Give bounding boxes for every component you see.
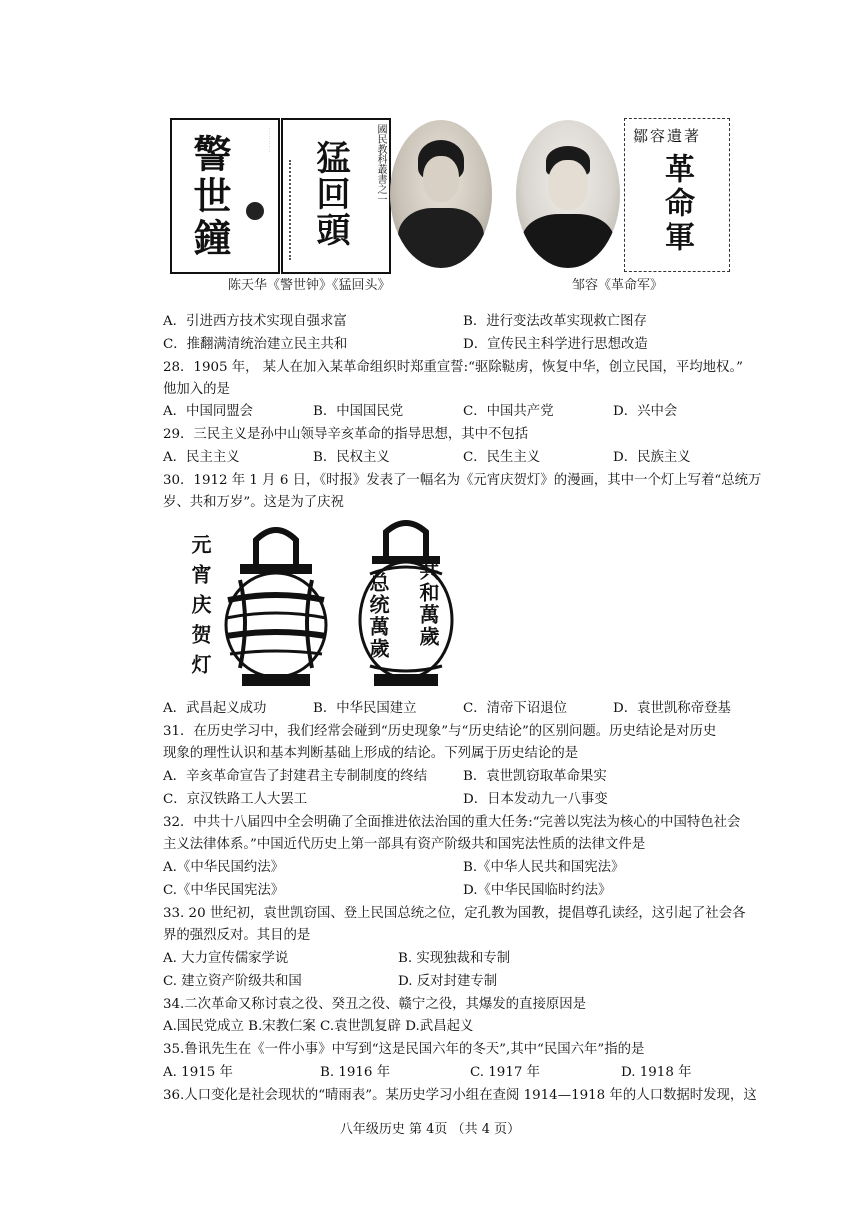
q31-option-c: C．京汉铁路工人大罢工 — [163, 792, 308, 807]
jingshizhong-cover — [170, 118, 280, 274]
q35-option-c: C. 1917 年 — [470, 1065, 541, 1080]
q31-option-b: B．袁世凯窃取革命果实 — [463, 769, 607, 784]
q32-option-c: C.《中华民国宪法》 — [163, 883, 285, 898]
lantern-2-right-text: 共和萬歲 — [416, 560, 440, 648]
q30-stem-line1: 30．1912 年 1 月 6 日，《时报》发表了一幅名为《元宵庆贺灯》的漫画，其中一个灯上写着“总统万 — [163, 473, 762, 488]
q31-option-d: D．日本发动九一八事变 — [463, 792, 608, 807]
q32-option-b: B.《中华人民共和国宪法》 — [463, 860, 625, 875]
q32-option-a: A.《中华民国约法》 — [163, 860, 285, 875]
q28-option-d: D．兴中会 — [613, 404, 678, 419]
q30-option-d: D．袁世凯称帝登基 — [613, 701, 731, 716]
q27-option-b: B．进行变法改革实现救亡图存 — [463, 314, 647, 329]
q30-stem-line2: 岁、共和万岁”。这是为了庆祝 — [163, 495, 344, 510]
q28-option-a: A．中国同盟会 — [163, 404, 254, 419]
q35-option-a: A. 1915 年 — [163, 1065, 233, 1080]
geminjun-side-text: 鄒容遺著 — [633, 127, 702, 145]
q29-option-a: A．民主主义 — [163, 450, 240, 465]
q29-option-d: D．民族主义 — [613, 450, 691, 465]
lantern-side-label: 元宵庆贺灯 — [188, 534, 212, 684]
jingshizhong-title: 警世鐘 — [187, 134, 232, 260]
lantern-1-drawing — [220, 520, 332, 692]
lantern-2-left-text: 总统萬歲 — [366, 572, 390, 660]
q34-stem-line1: 34.二次革命又称讨袁之役、癸丑之役、赣宁之役，其爆发的直接原因是 — [163, 997, 587, 1012]
geminjun-cover — [624, 118, 730, 272]
q30-option-a: A．武昌起义成功 — [163, 701, 267, 716]
q33-option-c: C. 建立资产阶级共和国 — [163, 974, 302, 989]
chen-tianhua-portrait — [390, 120, 492, 268]
page-footer: 八年级历史 第 4页 （共 4 页） — [339, 1122, 521, 1137]
q31-stem-line1: 31．在历史学习中，我们经常会碰到“历史现象”与“历史结论”的区别问题。历史结论是对历史 — [163, 724, 717, 739]
q32-stem-line2: 主义法律体系。”中国近代历史上第一部具有资产阶级共和国宪法性质的法律文件是 — [163, 837, 646, 852]
q33-stem-line2: 界的强烈反对。其目的是 — [163, 928, 311, 943]
q33-option-a: A. 大力宣传儒家学说 — [163, 951, 289, 966]
q35-option-d: D. 1918 年 — [621, 1065, 692, 1080]
q27-option-d: D．宣传民主科学进行思想改造 — [463, 337, 648, 352]
q27-option-a: A．引进西方技术实现自强求富 — [163, 314, 347, 329]
geminjun-title: 革命軍 — [659, 153, 694, 255]
left-image-caption: 陈天华《警世钟》《猛回头》 — [228, 278, 391, 293]
right-image-caption: 邹容《革命军》 — [572, 278, 664, 293]
q28-option-c: C．中国共产党 — [463, 404, 554, 419]
menghuitou-side-text: 國民教科叢書之一 — [375, 124, 386, 204]
q30-option-c: C．清帝下诏退位 — [463, 701, 567, 716]
q31-option-a: A．辛亥革命宣告了封建君主专制制度的终结 — [163, 769, 428, 784]
menghuitou-handwriting — [289, 160, 307, 260]
zou-rong-portrait — [516, 120, 620, 268]
q36-stem-line1: 36.人口变化是社会现状的“晴雨表”。某历史学习小组在查阅 1914—1918 年的人口数据时发现，这 — [163, 1088, 757, 1103]
q33-option-b: B. 实现独裁和专制 — [398, 951, 511, 966]
q35-stem-line1: 35.鲁讯先生在《一件小事》中写到“这是民国六年的冬天”,其中“民国六年”指的是 — [163, 1042, 645, 1057]
q31-stem-line2: 现象的理性认识和基本判断基础上形成的结论。下列属于历史结论的是 — [163, 746, 579, 761]
q34-options: A.国民党成立 B.宋教仁案 C.袁世凯复辟 D.武昌起义 — [163, 1019, 474, 1034]
q27-option-c: C．推翻满清统治建立民主共和 — [163, 337, 348, 352]
menghuitou-cover — [281, 118, 391, 274]
q30-option-b: B．中华民国建立 — [313, 701, 417, 716]
q35-option-b: B. 1916 年 — [320, 1065, 391, 1080]
q28-stem-line1: 28．1905 年， 某人在加入某革命组织时郑重宣誓:“驱除鞑虏，恢复中华，创立民国，平均地权。” — [163, 360, 743, 375]
q33-option-d: D. 反对封建专制 — [398, 974, 498, 989]
q29-option-b: B．民权主义 — [313, 450, 390, 465]
q29-option-c: C．民生主义 — [463, 450, 541, 465]
cover-small-print: · · · · · · · · · · — [267, 128, 272, 153]
seal-icon — [246, 202, 264, 220]
q29-stem-line1: 29．三民主义是孙中山领导辛亥革命的指导思想，其中不包括 — [163, 427, 529, 442]
q33-stem-line1: 33. 20 世纪初，袁世凯窃国、登上民国总统之位，定孔教为国教，提倡尊孔读经，这引起了社会各 — [163, 906, 746, 921]
q28-option-b: B．中国国民党 — [313, 404, 404, 419]
q28-stem-line2: 他加入的是 — [163, 382, 230, 397]
menghuitou-title: 猛回頭 — [310, 140, 350, 248]
q32-stem-line1: 32．中共十八届四中全会明确了全面推进依法治国的重大任务:“完善以宪法为核心的中国特色社会 — [163, 815, 741, 830]
q32-option-d: D.《中华民国临时约法》 — [463, 883, 612, 898]
